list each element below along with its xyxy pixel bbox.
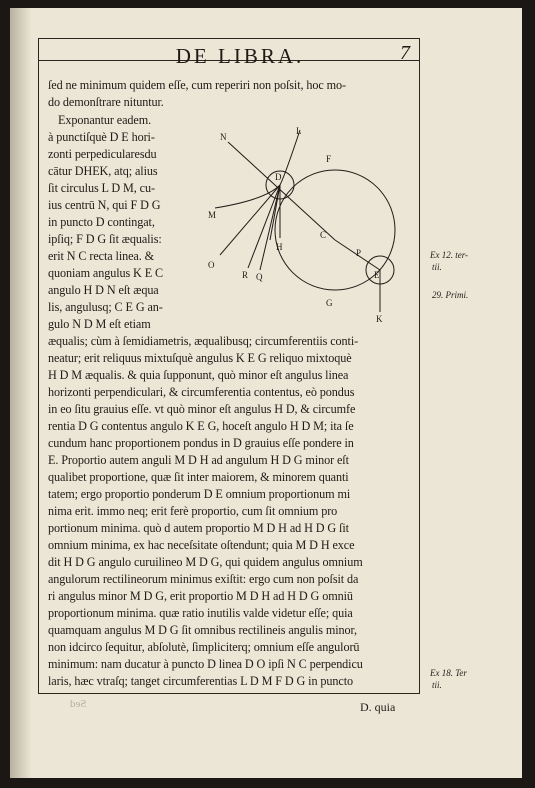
- text-line: angulo H D N eſt æqua: [48, 283, 159, 297]
- text-line: ſed ne minimum quidem eſſe, cum reperiri non poſsit, hoc mo-: [48, 78, 346, 92]
- margin-note: 29. Primi.: [432, 290, 469, 300]
- text-line: rentia D G contentus angulo K E G, hoceſt angulo H D M; ita ſe: [48, 419, 354, 433]
- margin-note: tii.: [432, 680, 442, 690]
- page-number: 7: [400, 42, 410, 64]
- label-g: G: [326, 298, 333, 308]
- margin-note: Ex 12. ter-: [430, 250, 469, 260]
- line-do: [220, 185, 280, 255]
- text-line: Exponantur eadem.: [58, 113, 152, 127]
- label-o: O: [208, 260, 215, 270]
- text-line: ri angulus minor M D G, erit proportio M D H ad H D G omniū: [48, 589, 353, 603]
- text-line: à punctiſquè D E hori-: [48, 130, 155, 144]
- text-line: quamquam angulus M D G ſit omnibus rectilineis angulis minor,: [48, 623, 357, 637]
- label-h: H: [276, 242, 283, 252]
- text-line: proportionum minima. quæ ratio inutilis valde videtur eſſe; quia: [48, 606, 353, 620]
- text-line: laris, hæc vtraſq; tanget circumferentias L D M F D G in puncto: [48, 674, 353, 688]
- text-line: lis, angulusq; C E G an-: [48, 300, 163, 314]
- text-line: minimum: nam ducatur à puncto D linea D O ipſi N C perpendicu: [48, 657, 363, 671]
- label-p: P: [356, 248, 362, 258]
- bleed-through-text: Sed: [70, 698, 87, 710]
- text-line: in eo ſitu grauius eſſe. vt quò minor eſt angulus H D, & circumfe: [48, 402, 356, 416]
- label-c: C: [320, 230, 327, 240]
- text-line: qualibet proportione, quæ ſit inter maiorem, & minorem quanti: [48, 470, 349, 484]
- label-m: M: [208, 210, 217, 220]
- margin-note: Ex 18. Ter: [430, 668, 467, 678]
- text-line: æqualis; cùm à ſemidiametris, æqualibusq; circumferentiis conti-: [48, 334, 359, 348]
- label-f: F: [326, 154, 332, 164]
- text-line: non idcirco ſequitur, abſolutè, ſimpliciterq; omnium eſſe angulorū: [48, 640, 360, 654]
- label-q: Q: [256, 272, 263, 282]
- label-n: N: [220, 132, 227, 142]
- text-line: erit N C recta linea. &: [48, 249, 154, 263]
- text-line: cundum hanc proportionem pondus in D grauius eſſe pondere in: [48, 436, 354, 450]
- catchword: D. quia: [360, 700, 396, 714]
- label-d: D: [275, 172, 282, 182]
- line-nc: [228, 142, 335, 240]
- text-line: zonti perpedicularesdu: [48, 147, 157, 161]
- text-line: ius centrū N, qui F D G: [48, 198, 161, 212]
- text-line: cātur DHEK, atq; alius: [48, 164, 158, 178]
- page-gutter-shadow: [10, 8, 32, 778]
- geometry-figure: [190, 120, 420, 330]
- text-line: in puncto D contingat,: [48, 215, 155, 229]
- label-r: R: [242, 270, 249, 280]
- text-line: horizonti perpendiculari, & circumferentia contentus, eò pondus: [48, 385, 355, 399]
- text-line: dit H D G angulo curuilineo M D G, qui quidem angulus omnium: [48, 555, 363, 569]
- text-line: do demonſtrare nituntur.: [48, 95, 164, 109]
- text-line: quoniam angulus K E C: [48, 266, 164, 280]
- text-line: gulo N D M eſt etiam: [48, 317, 151, 331]
- text-line: ſit circulus L D M, cu-: [48, 181, 155, 195]
- text-line: portionum minima. quò d autem proportio M D H ad H D G ſit: [48, 521, 349, 535]
- line-dq: [260, 185, 280, 270]
- label-l: L: [296, 126, 302, 136]
- running-head: DE LIBRA.: [175, 44, 305, 68]
- text-line: omnium minima, ex hac neceſsitate oſtendunt; quia M D H exce: [48, 538, 355, 552]
- text-line: neatur; erit reliquus mixtuſquè angulus K E G reliquo mixtoquè: [48, 351, 352, 365]
- text-line: H D M æqualis. & quia ſupponunt, quò minor eſt angulus linea: [48, 368, 349, 382]
- text-line: angulorum rectilineorum minimus exiſtit: ergo cum non poſsit da: [48, 572, 359, 586]
- label-e: E: [374, 270, 380, 280]
- text-line: nima erit. immo neq; erit ferè proportio, cum ſit omnium pro: [48, 504, 338, 518]
- text-line: tatem; ergo proportio ponderum D E omnium proportionum mi: [48, 487, 351, 501]
- margin-note: tii.: [432, 262, 442, 272]
- label-k: K: [376, 314, 383, 324]
- text-line: E. Proportio autem anguli M D H ad angulum H D G minor eſt: [48, 453, 349, 467]
- text-line: ipſiq; F D G ſit æqualis:: [48, 232, 162, 246]
